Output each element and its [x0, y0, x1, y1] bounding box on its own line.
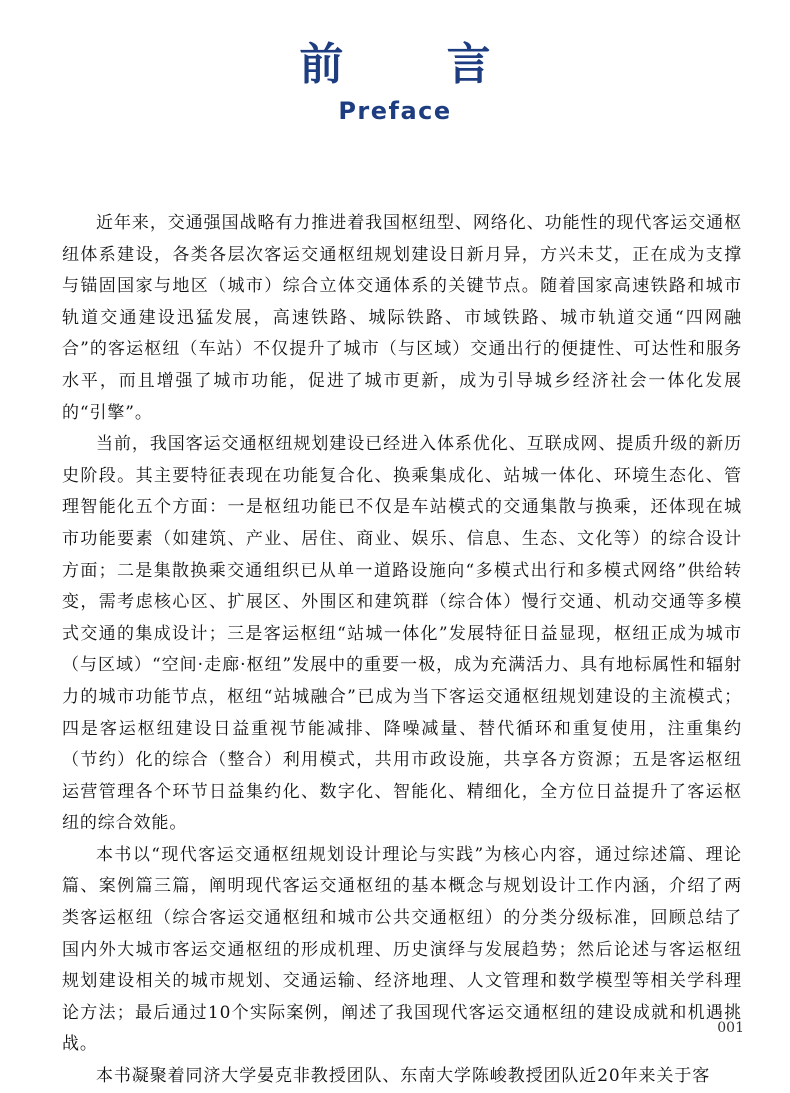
paragraph: 本书凝聚着同济大学晏克非教授团队、东南大学陈峻教授团队近20年来关于客 — [96, 1066, 711, 1087]
page-subtitle: Preface — [338, 97, 452, 125]
paragraph: 近年来，交通强国战略有力推进着我国枢纽型、网络化、功能性的现代客运交通枢纽体系建设，各类各层次客运交通枢纽规划建设日新月异，方兴未艾，正在成为支撑与锚固国家与地区（城市）综合立体交通体系的关键节点。随着国家高速铁路和城市轨道交通建设迅猛发展，高速铁路、城际铁路、市域铁路、城市轨道交通“四网融合”的客运枢纽（车站）不仅提升了城市（与区域）交通出行的便捷性、可达性和服务水平，而且增强了城市功能，促进了城市更新，成为引导城乡经济社会一体化发展的“引擎”。 — [62, 213, 742, 423]
paragraph: 当前，我国客运交通枢纽规划建设已经进入体系优化、互联成网、提质升级的新历史阶段。其主要特征表现在功能复合化、换乘集成化、站城一体化、环境生态化、管理智能化五个方面：一是枢纽功能已不仅是车站模式的交通集散与换乘，还体现在城市功能要素（如建筑、产业、居住、商业、娱乐、信息、生态、文化等）的综合设计方面；二是集散换乘交通组织已从单一道路设施向“多模式出行和多模式网络”供给转变，需考虑核心区、扩展区、外围区和建筑群（综合体）慢行交通、机动交通等多模式交通的集成设计；三是客运枢纽“站城一体化”发展特征日益显现，枢纽正成为城市（与区域）“空间·走廊·枢纽”发展中的重要一极，成为充满活力、具有地标属性和辐射力的城市功能节点，枢纽“站城融合”已成为当下客运交通枢纽规划建设的主流模式；四是客运枢纽建设日益重视节能减排、降噪减量、替代循环和重复使用，注重集约（节约）化的综合（整合）利用模式，共用市政设施，共享各方资源；五是客运枢纽运营管理各个环节日益集约化、数字化、智能化、精细化，全方位日益提升了客运枢纽的综合效能。 — [62, 434, 742, 834]
title-block — [0, 38, 790, 126]
paragraph: 本书以“现代客运交通枢纽规划设计理论与实践”为核心内容，通过综述篇、理论篇、案例篇三篇，阐明现代客运交通枢纽的基本概念与规划设计工作内涵，介绍了两类客运枢纽（综合客运交通枢纽和城市公共交通枢纽）的分类分级标准，回顾总结了国内外大城市客运交通枢纽的形成机理、历史演绎与发展趋势；然后论述与客运枢纽规划建设相关的城市规划、交通运输、经济地理、人文管理和数学模型等相关学科理论方法；最后通过10个实际案例，阐述了我国现代客运交通枢纽的建设成就和机遇挑战。 — [62, 844, 742, 1055]
page-title: 前 言 — [299, 39, 535, 90]
body-text — [62, 208, 742, 1093]
page-number: 001 — [717, 1020, 744, 1036]
